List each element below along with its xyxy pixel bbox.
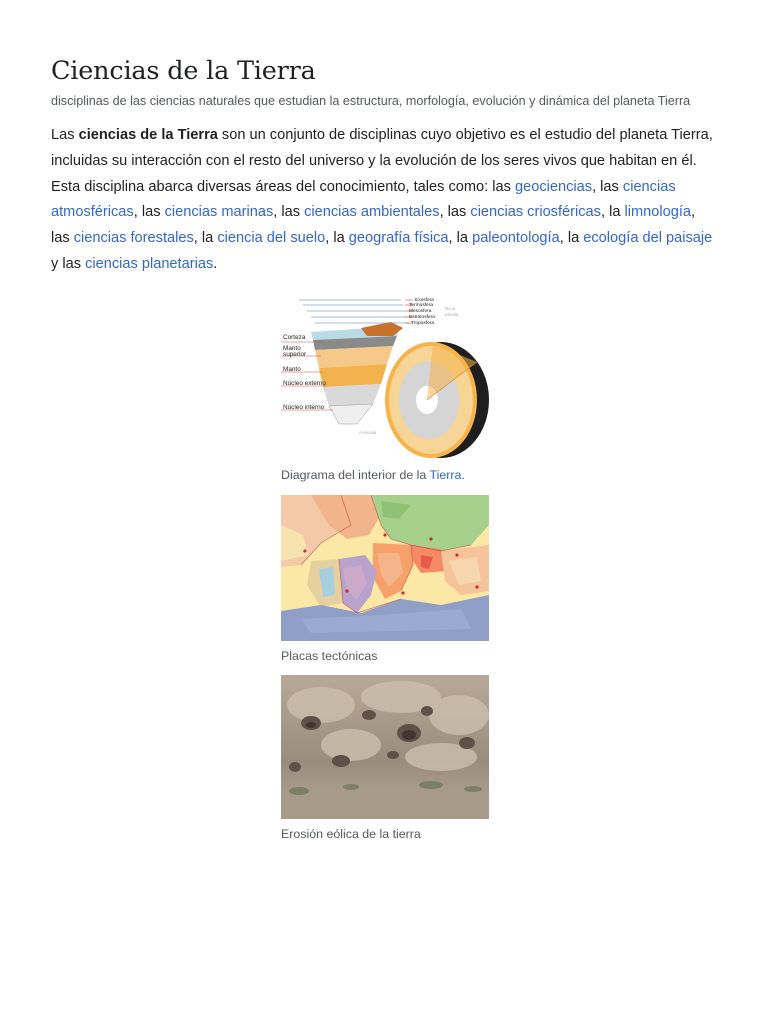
wind-erosion-image[interactable] <box>281 675 489 819</box>
intro-paragraph <box>51 123 713 278</box>
label-manto-superior-2: superior <box>283 351 307 358</box>
figure-caption-plates: Placas tectónicas <box>281 649 378 663</box>
intro-text: , las <box>592 178 623 195</box>
intro-text: , las <box>439 204 471 221</box>
intro-text: , las <box>51 204 696 247</box>
label-estratosfera: Estratosfera <box>409 315 435 320</box>
intro-text: , la <box>325 230 349 247</box>
intro-bold-term: ciencias de la Tierra <box>78 127 218 143</box>
intro-text: , la <box>600 204 625 221</box>
figure-earth-interior <box>281 292 489 482</box>
label-corteza: Corteza <box>283 334 306 341</box>
intro-text: , la <box>448 230 473 247</box>
caption-text: Diagrama del interior de la <box>281 468 430 482</box>
intro-text: son un conjunto de disciplinas cuyo objetivo es el estudio del planeta Tierra, incluidas su interacción con el resto del universo y la evolución de los seres vivos que habitan en él. Esta disciplina abarca diversas áreas del conocimiento, tales como: las <box>51 127 713 195</box>
figure-tectonic-plates <box>281 495 489 663</box>
label-troposfera: Troposfera <box>411 321 435 326</box>
link-ciencia-del-suelo[interactable]: ciencia del suelo <box>217 230 326 247</box>
link-ciencias-forestales[interactable]: ciencias forestales <box>73 230 194 247</box>
link-limnologia[interactable]: limnología <box>624 204 692 221</box>
intro-text: , la <box>193 230 218 247</box>
label-no-a-escala-1: No a <box>445 306 455 311</box>
intro-text: . <box>213 255 218 272</box>
page-title: Ciencias de la Tierra <box>51 56 316 86</box>
label-no-a-escala-2: escala <box>445 312 459 317</box>
page-subtitle: disciplinas de las ciencias naturales que estudian la estructura, morfología, evolución y dinámica del planeta Tierra <box>51 94 691 108</box>
figure-wind-erosion <box>281 675 489 841</box>
label-exosfera: Exosfera <box>415 298 434 303</box>
figure-caption-erosion: Erosión eólica de la tierra <box>281 827 421 841</box>
earth-interior-image[interactable] <box>281 292 489 460</box>
tectonic-plates-image[interactable] <box>281 495 489 641</box>
link-paleontologia[interactable]: paleontología <box>472 230 560 247</box>
intro-text: Las <box>51 127 79 143</box>
intro-text: , la <box>559 230 584 247</box>
label-mesosfera: Mesosfera <box>409 309 432 314</box>
intro-text: , las <box>273 204 305 221</box>
label-manto: Manto <box>283 366 301 373</box>
caption-text: . <box>461 468 465 482</box>
intro-text: , las <box>133 204 165 221</box>
label-a-escala: A escala <box>359 430 377 435</box>
label-nucleo-interno: Núcleo interno <box>283 404 325 411</box>
link-geociencias[interactable]: geociencias <box>515 178 593 195</box>
link-ciencias-criosfericas[interactable]: ciencias criosféricas <box>470 204 601 221</box>
label-termosfera: Termosfera <box>409 303 433 308</box>
link-ciencias-ambientales[interactable]: ciencias ambientales <box>304 204 440 221</box>
link-geografia-fisica[interactable]: geografía física <box>348 230 449 247</box>
label-manto-superior-1: Manto <box>283 345 301 352</box>
intro-text: y las <box>51 255 86 272</box>
link-tierra[interactable]: Tierra <box>429 468 462 482</box>
link-ciencias-marinas[interactable]: ciencias marinas <box>164 204 274 221</box>
figure-caption-interior <box>281 468 489 482</box>
label-nucleo-externo: Núcleo externo <box>283 380 326 387</box>
link-ecologia-del-paisaje[interactable]: ecología del paisaje <box>583 230 713 247</box>
link-ciencias-atmosfericas[interactable]: ciencias atmosféricas <box>51 178 676 221</box>
link-ciencias-planetarias[interactable]: ciencias planetarias <box>85 255 214 272</box>
